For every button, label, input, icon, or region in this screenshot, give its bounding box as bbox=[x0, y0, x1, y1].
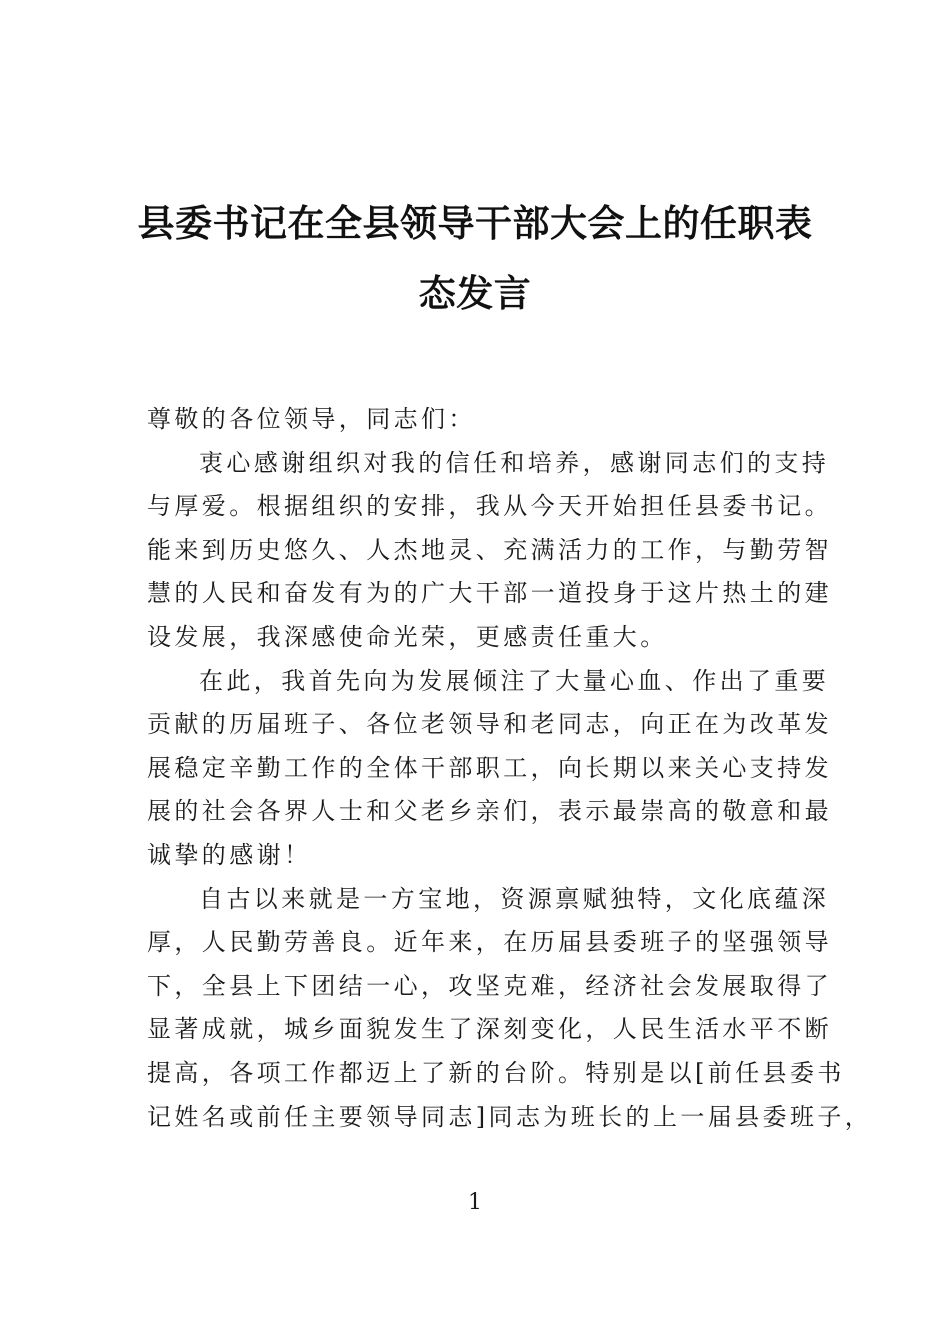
paragraph-line: 记姓名或前任主要领导同志]同志为班长的上一届县委班子， bbox=[147, 1102, 873, 1131]
paragraph-3 bbox=[147, 878, 873, 1140]
paragraph-2 bbox=[147, 660, 832, 878]
document-title bbox=[130, 188, 820, 328]
paragraph-line: 自古以来就是一方宝地，资源禀赋独特，文化底蕴深 bbox=[199, 884, 830, 913]
title-line-2: 态发言 bbox=[418, 271, 532, 315]
paragraph-line: 诚挚的感谢！ bbox=[147, 840, 312, 869]
title-line-1: 县委书记在全县领导干部大会上的任职表 bbox=[137, 201, 813, 245]
paragraph-line: 显著成就，城乡面貌发生了深刻变化，人民生活水平不断 bbox=[147, 1015, 832, 1044]
document-body bbox=[147, 398, 873, 1139]
paragraph-line: 设发展，我深感使命光荣，更感责任重大。 bbox=[147, 622, 668, 651]
paragraph-line: 与厚爱。根据组织的安排，我从今天开始担任县委书记。 bbox=[147, 492, 832, 521]
salutation bbox=[147, 398, 807, 442]
paragraph-line: 衷心感谢组织对我的信任和培养，感谢同志们的支持 bbox=[199, 448, 830, 477]
paragraph-1 bbox=[147, 442, 832, 660]
paragraph-line: 下，全县上下团结一心，攻坚克难，经济社会发展取得了 bbox=[147, 971, 832, 1000]
paragraph-line: 展的社会各界人士和父老乡亲们，表示最崇高的敬意和最 bbox=[147, 797, 832, 826]
paragraph-line: 展稳定辛勤工作的全体干部职工，向长期以来关心支持发 bbox=[147, 753, 832, 782]
paragraph-line: 能来到历史悠久、人杰地灵、充满活力的工作，与勤劳智 bbox=[147, 535, 832, 564]
paragraph-line: 提高，各项工作都迈上了新的台阶。特别是以[前任县委书 bbox=[147, 1058, 845, 1087]
salutation-line: 尊敬的各位领导，同志们： bbox=[147, 405, 476, 433]
page-number: 1 bbox=[468, 1190, 482, 1215]
paragraph-line: 在此，我首先向为发展倾注了大量心血、作出了重要 bbox=[199, 666, 830, 695]
paragraph-line: 厚，人民勤劳善良。近年来，在历届县委班子的坚强领导 bbox=[147, 928, 832, 957]
paragraph-line: 贡献的历届班子、各位老领导和老同志，向正在为改革发 bbox=[147, 710, 832, 739]
paragraph-line: 慧的人民和奋发有为的广大干部一道投身于这片热土的建 bbox=[147, 579, 832, 608]
